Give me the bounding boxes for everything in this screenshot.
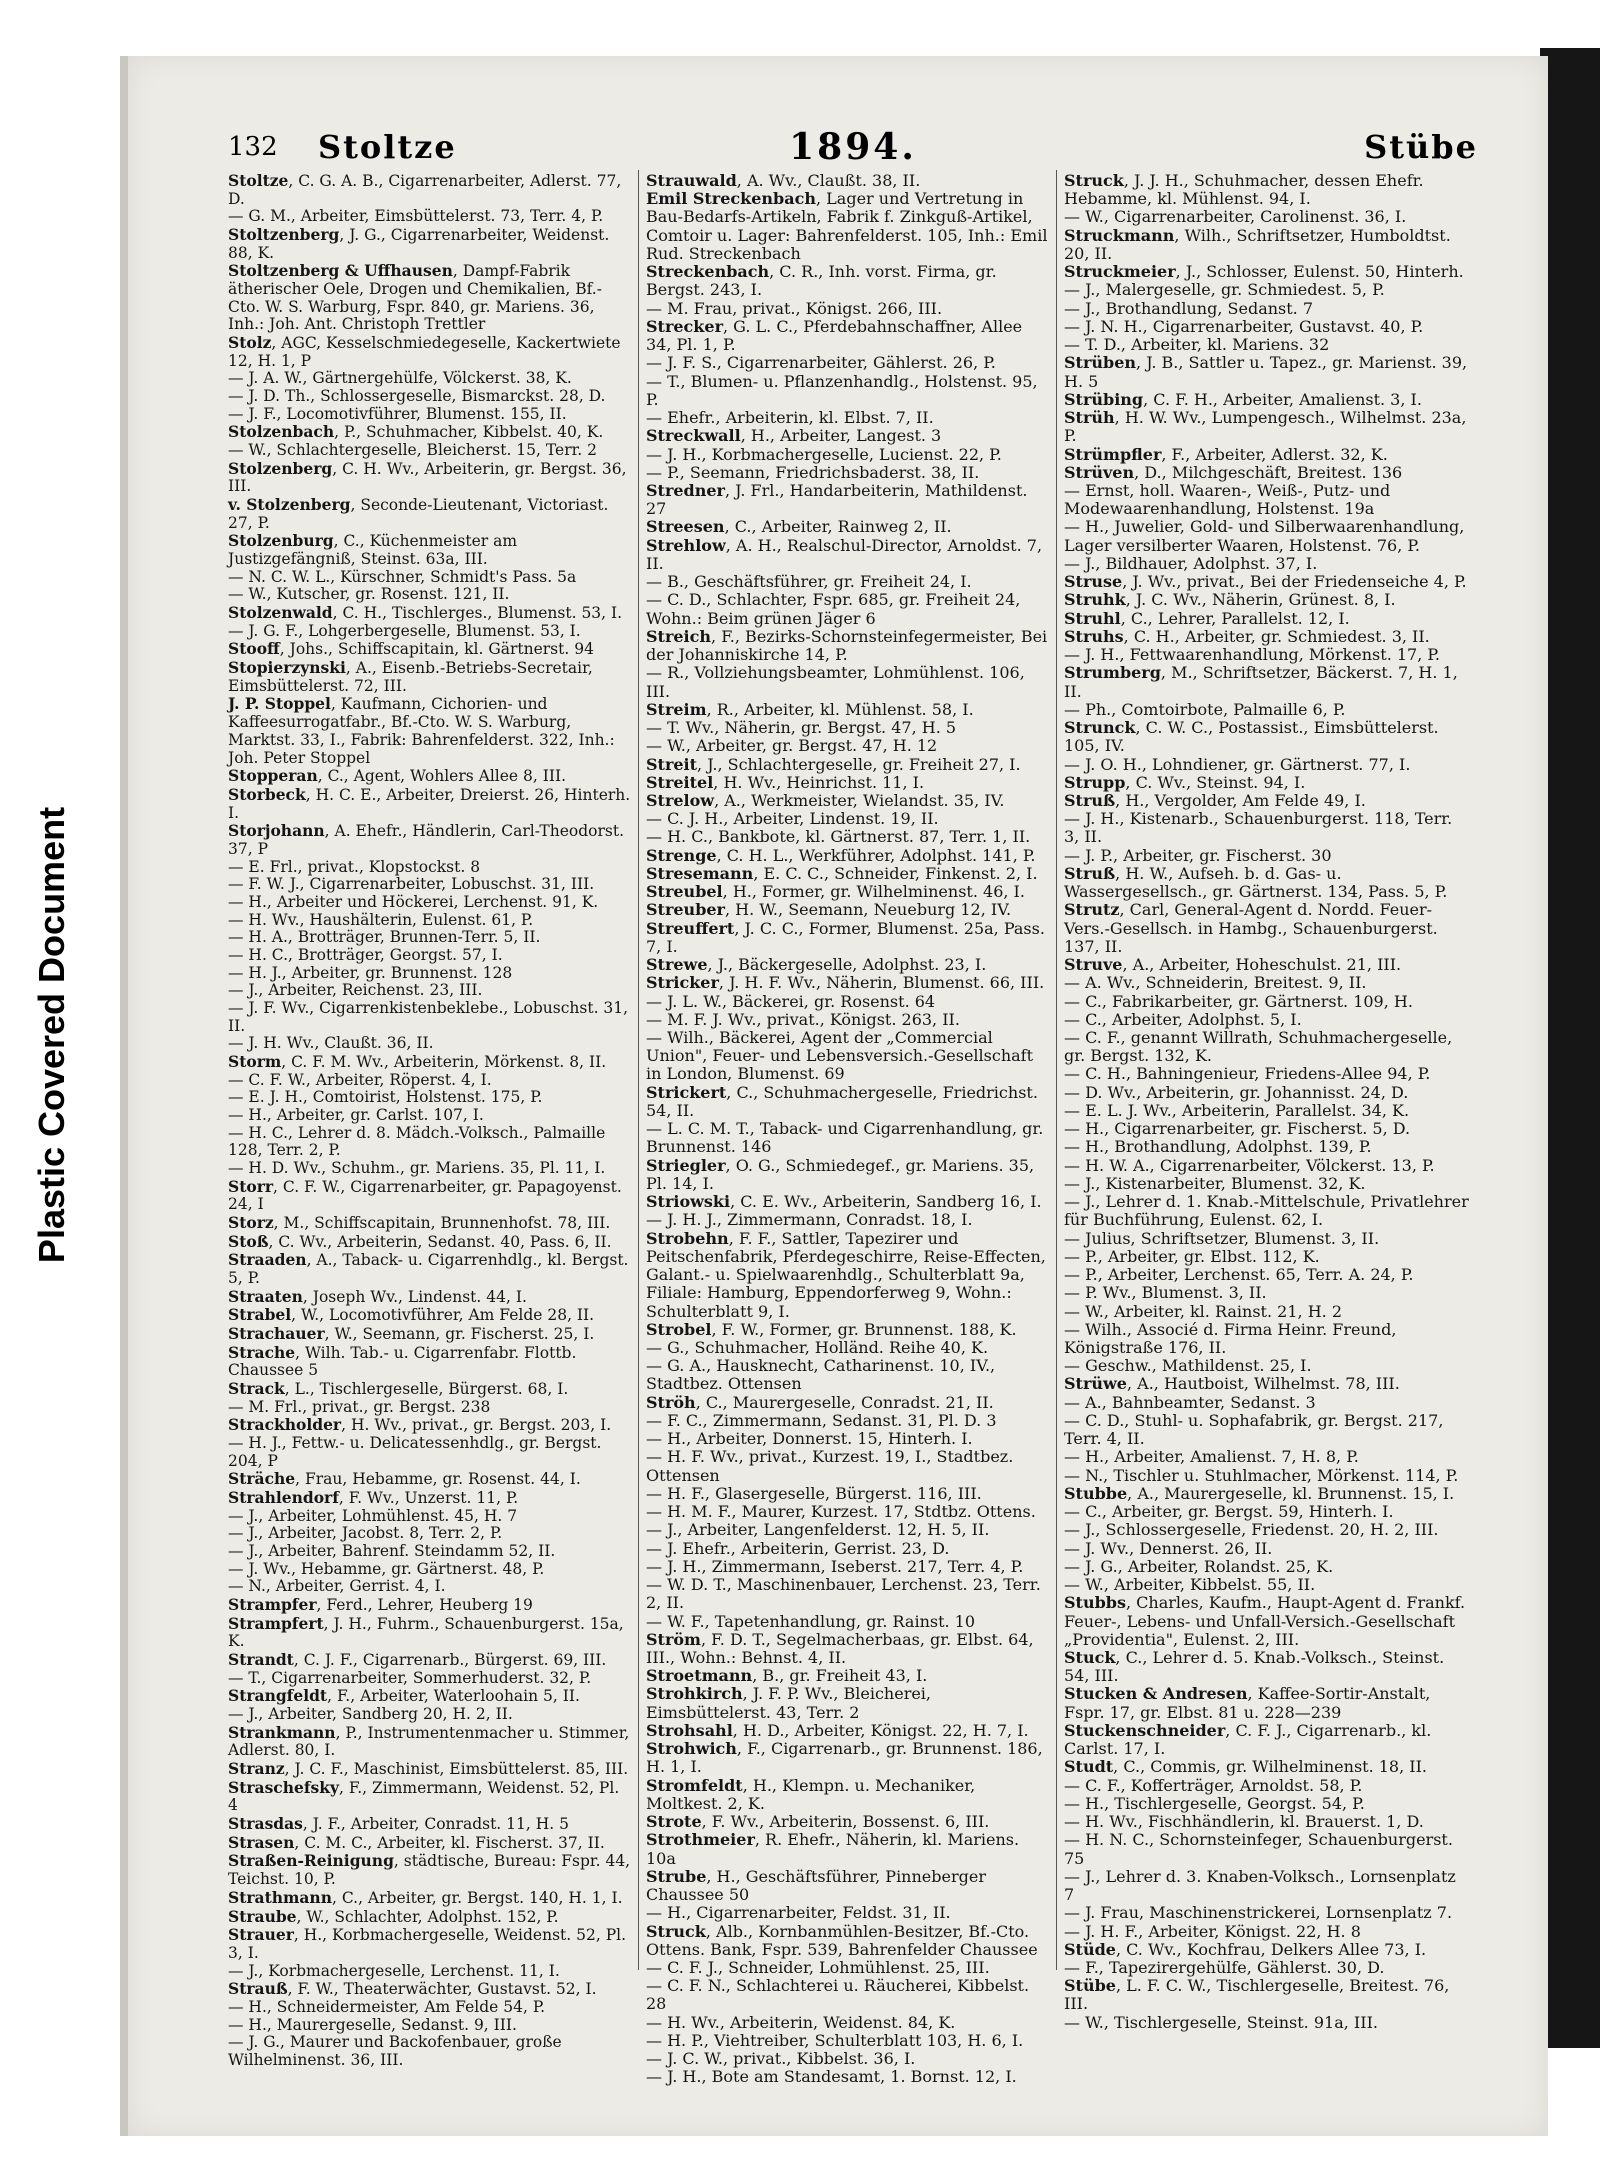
directory-entry: — J. O. H., Lohndiener, gr. Gärtnerst. 77, I. [1064,754,1411,774]
directory-entry: Streckenbach, C. R., Inh. vorst. Firma, gr. Bergst. 243, I. [646,262,997,300]
header-year: 1894. [789,126,917,168]
directory-entry: — Ph., Comtoirbote, Palmaille 6, P. [1064,699,1346,719]
directory-entry: — H. J., Fettw.- u. Delicatessenhdlg., gr. Bergst. 204, P [228,1434,602,1470]
directory-entry: Straschefsky, F., Zimmermann, Weidenst. 52, Pl. 4 [228,1777,620,1815]
directory-entry: — H. D. Wv., Schuhm., gr. Mariens. 35, Pl. 11, I. [228,1158,606,1177]
directory-entry: Struckmann, Wilh., Schriftsetzer, Humboldtst. 20, II. [1064,225,1451,263]
directory-entry: Strabel, W., Locomotivführer, Am Felde 28, II. [228,1305,595,1325]
directory-entry: Struck, Alb., Kornbanmühlen-Besitzer, Bf.-Cto. Ottens. Bank, Fspr. 539, Bahrenfelder Chaussee [646,1921,1038,1959]
directory-entry: Stuck, C., Lehrer d. 5. Knab.-Volksch., Steinst. 54, III. [1064,1647,1445,1686]
directory-entry: — W., Arbeiter, Kibbelst. 55, II. [1064,1575,1316,1595]
directory-entry: Struhk, J. C. Wv., Näherin, Grünest. 8, I. [1064,590,1396,610]
directory-entry: — E. J. H., Comtoirist, Holstenst. 175, P. [228,1088,543,1107]
directory-entry: — C. J. H., Arbeiter, Lindenst. 19, II. [646,809,939,829]
directory-entry: — H. F., Glasergeselle, Bürgerst. 116, III. [646,1483,982,1503]
entries-column-3 [1064,172,1469,2032]
directory-entry: — P. Wv., Blumenst. 3, II. [1064,1283,1267,1303]
directory-entry: — N. C. W. L., Kürschner, Schmidt's Pass. 5a [228,567,577,586]
directory-entry: — J. H. F., Arbeiter, Königst. 22, H. 8 [1064,1921,1361,1941]
directory-entry: — J., Bildhauer, Adolphst. 37, I. [1064,553,1318,573]
directory-entry: — J. P., Arbeiter, gr. Fischerst. 30 [1064,845,1332,865]
plastic-covered-label: Plastic Covered Document [31,806,72,1264]
directory-entry: — W., Arbeiter, kl. Rainst. 21, H. 2 [1064,1301,1342,1321]
directory-entry: Stolzenberg, C. H. Wv., Arbeiterin, gr. Bergst. 36, III. [228,458,627,496]
directory-entry: — H. A., Brotträger, Brunnen-Terr. 5, II. [228,928,541,947]
directory-entry: — P., Arbeiter, Lerchenst. 65, Terr. A. 24, P. [1064,1265,1414,1285]
directory-entry: — A., Bahnbeamter, Sedanst. 3 [1064,1392,1316,1412]
directory-entry: — Julius, Schriftsetzer, Blumenst. 3, II. [1064,1228,1380,1248]
directory-entry: Strathmann, C., Arbeiter, gr. Bergst. 140, H. 1, I. [228,1887,623,1907]
directory-entry: — M. Frl., privat., gr. Bergst. 238 [228,1397,491,1416]
directory-entry: Strandt, C. J. F., Cigarrenarb., Bürgerst. 69, III. [228,1650,607,1670]
directory-entry: Stromfeldt, H., Klempn. u. Mechaniker, Moltkest. 2, K. [646,1775,976,1813]
directory-entry: Struckmeier, J., Schlosser, Eulenst. 50, Hinterh. [1064,262,1464,282]
directory-entry: Strauwald, A. Wv., Claußt. 38, II. [646,171,921,190]
entries-column-1 [228,172,633,2070]
directory-entry: Struck, J. J. H., Schuhmacher, dessen Ehefr. Hebamme, kl. Mühlenst. 94, I. [1064,171,1424,209]
directory-entry: Storr, C. F. W., Cigarrenarbeiter, gr. Papagoyenst. 24, I [228,1176,622,1214]
directory-entry: — H. C., Bankbote, kl. Gärtnerst. 87, Terr. 1, II. [646,827,1031,847]
directory-entry: Striowski, C. E. Wv., Arbeiterin, Sandberg 16, I. [646,1192,1042,1212]
directory-entry: — J. C. W., privat., Kibbelst. 36, I. [646,2049,916,2069]
directory-entry: Straßen-Reinigung, städtische, Bureau: Fspr. 44, Teichst. 10, P. [228,1851,631,1889]
directory-entry: — C. F. J., Schneider, Lohmühlenst. 25, III. [646,1957,990,1977]
directory-entry: Strampfert, J. H., Fuhrm., Schauenburgerst. 15a, K. [228,1613,624,1651]
directory-entry: — J., Arbeiter, Langenfelderst. 12, H. 5, II. [646,1520,990,1540]
directory-entry: Struse, J. Wv., privat., Bei der Friedenseiche 4, P. [1064,572,1467,592]
directory-entry: — J. F., Locomotivführer, Blumenst. 155, II. [228,404,567,423]
directory-entry: — C. F. N., Schlachterei u. Räucherei, Kibbelst. 28 [646,1976,1030,2014]
directory-entry: — H., Maurergeselle, Sedanst. 9, III. [228,2015,517,2034]
page-header [228,128,1478,172]
directory-entry: — T. Wv., Näherin, gr. Bergst. 47, H. 5 [646,718,957,738]
directory-entry: Stoltzenberg & Uffhausen, Dampf-Fabrik ätherischer Oele, Drogen und Chemikalien, Bf.-Cto. W. S. Warburg, Fspr. 840, gr. Mariens. 36, Inh.: Joh. Ant. Christoph Trettler [228,261,602,334]
page-number: 132 [228,132,278,162]
directory-entry: Strewe, J., Bäckergeselle, Adolphst. 23, I. [646,955,987,975]
directory-entry: — J. F. Wv., Cigarrenkistenbeklebe., Lobuschst. 31, II. [228,998,629,1035]
directory-entry: Strobel, F. W., Former, gr. Brunnenst. 188, K. [646,1319,1017,1339]
directory-entry: — J. G. F., Lohgerbergeselle, Blumenst. 53, I. [228,621,581,640]
directory-entry: — J., Schlossergeselle, Friedenst. 20, H. 2, III. [1064,1520,1439,1540]
directory-entry: — W., Kutscher, gr. Rosenst. 121, II. [228,585,510,604]
directory-entry: Stresemann, E. C. C., Schneider, Finkenst. 2, I. [646,863,1038,883]
directory-entry: — C. F., Kofferträger, Arnoldst. 58, P. [1064,1775,1363,1795]
directory-entry: Stucken & Andresen, Kaffee-Sortir-Anstalt, Fspr. 17, gr. Elbst. 81 u. 228—239 [1064,1684,1431,1722]
directory-entry: — J. G., Arbeiter, Rolandst. 25, K. [1064,1556,1334,1576]
directory-entry: Strümpfler, F., Arbeiter, Adlerst. 32, K. [1064,444,1388,464]
directory-entry: Stolzenburg, C., Küchenmeister am Justizgefängniß, Steinst. 63a, III. [228,531,518,569]
directory-entry: — C. F., genannt Willrath, Schuhmachergeselle, gr. Bergst. 132, K. [1064,1028,1453,1066]
directory-entry: — J., Lehrer d. 1. Knab.-Mittelschule, Privatlehrer für Buchführung, Eulenst. 62, I. [1064,1192,1469,1230]
directory-entry: Strübing, C. F. H., Arbeiter, Amalienst. 3, I. [1064,389,1422,409]
directory-entry: — H., Arbeiter, Donnerst. 15, Hinterh. I. [646,1429,973,1449]
directory-entry: — C. D., Stuhl- u. Sophafabrik, gr. Bergst. 217, Terr. 4, II. [1064,1410,1444,1449]
directory-entry: — J. N. H., Cigarrenarbeiter, Gustavst. 40, P. [1064,316,1424,336]
directory-entry: — H., Brothandlung, Adolphst. 139, P. [1064,1137,1372,1157]
directory-entry: — H., Arbeiter, gr. Carlst. 107, I. [228,1105,484,1124]
directory-entry: — J. H., Fettwaarenhandlung, Mörkenst. 17, P. [1064,645,1441,665]
directory-entry: — H., Tischlergeselle, Georgst. 54, P. [1064,1793,1365,1813]
directory-entry: — W. D. T., Maschinenbauer, Lerchenst. 23, Terr. 2, II. [646,1575,1041,1613]
directory-entry: — M. F. J. Wv., privat., Königst. 263, II. [646,1009,960,1029]
directory-entry: Striegler, O. G., Schmiedegef., gr. Mariens. 35, Pl. 14, I. [646,1155,1035,1193]
directory-entry: — Wilh., Bäckerei, Agent der „Commercial Union", Feuer- und Lebensversich.-Gesellschaft in London, Blumenst. 69 [646,1028,1034,1084]
directory-entry: — H. N. C., Schornsteinfeger, Schauenburgerst. 75 [1064,1830,1453,1868]
directory-entry: Emil Streckenbach, Lager und Vertretung in Bau-Bedarfs-Artikeln, Fabrik f. Zinkguß-Artikel, Comtoir u. Lager: Bahrenfelderst. 105, Inh.: Emil Rud. Streckenbach [646,189,1048,263]
directory-entry: — L. C. M. T., Taback- und Cigarrenhandlung, gr. Brunnenst. 146 [646,1119,1044,1157]
directory-entry: Strunck, C. W. C., Postassist., Eimsbüttelerst. 105, IV. [1064,718,1439,756]
directory-entry: Struhs, C. H., Arbeiter, gr. Schmiedest. 3, II. [1064,626,1430,646]
directory-entry: Streich, F., Bezirks-Schornsteinfegermeister, Bei der Johanniskirche 14, P. [646,626,1048,665]
directory-entry: Strobehn, F. F., Sattler, Tapezirer und Peitschenfabrik, Pferdegeschirre, Reise-Effecten, Galant.- u. Spielwaarenhdlg., Schulterblatt 9a, Filiale: Hamburg, Eppendorferweg 9, Wohn.: Schulterblatt 9, I. [646,1228,1046,1321]
directory-entry: v. Stolzenberg, Seconde-Lieutenant, Victoriast. 27, P. [228,495,609,532]
directory-entry: — F. W. J., Cigarrenarbeiter, Lobuschst. 31, III. [228,875,595,894]
directory-entry: — T., Blumen- u. Pflanzenhandlg., Holstenst. 95, P. [646,371,1038,409]
directory-entry: Stolz, AGC, Kesselschmiedegeselle, Kackertwiete 12, H. 1, P [228,333,621,370]
directory-entry: Stoltzenberg, J. G., Cigarrenarbeiter, Weidenst. 88, K. [228,225,610,262]
directory-entry: J. P. Stoppel, Kaufmann, Cichorien- und Kaffeesurrogatfabr., Bf.-Cto. W. S. Warburg, Marktst. 33, I., Fabrik: Bahrenfelderst. 322, Inh.: Joh. Peter Stoppel [228,694,615,767]
directory-entry: Strickert, C., Schuhmachergeselle, Friedrichst. 54, II. [646,1082,1038,1120]
directory-entry: — F., Tapezirergehülfe, Gählerst. 30, D. [1064,1957,1385,1977]
directory-entry: — J., Arbeiter, Bahrenf. Steindamm 52, II. [228,1542,556,1561]
directory-entry: — E. Frl., privat., Klopstockst. 8 [228,857,481,876]
directory-entry: Storbeck, H. C. E., Arbeiter, Dreierst. 26, Hinterh. I. [228,784,631,822]
directory-entry: Storz, M., Schiffscapitain, Brunnenhofst. 78, III. [228,1212,611,1232]
directory-entry: — C., Fabrikarbeiter, gr. Gärtnerst. 109, H. [1064,991,1413,1011]
directory-entry: — H. W. A., Cigarrenarbeiter, Völckerst. 13, P. [1064,1155,1435,1175]
directory-entry: Strupp, C. Wv., Steinst. 94, I. [1064,772,1306,792]
directory-entry: — Ernst, holl. Waaren-, Weiß-, Putz- und Modewaarenhandlung, Holstenst. 19a [1064,480,1391,519]
directory-entry: — D. Wv., Arbeiterin, gr. Johannisst. 24, D. [1064,1082,1409,1102]
directory-entry: — J., Kistenarbeiter, Blumenst. 32, K. [1064,1173,1366,1193]
directory-entry: Stoltze, C. G. A. B., Cigarrenarbeiter, Adlerst. 77, D. [228,171,622,208]
directory-entry: — J. H. Wv., Claußt. 36, II. [228,1034,434,1053]
directory-entry: — Ehefr., Arbeiterin, kl. Elbst. 7, II. [646,408,934,428]
directory-entry: Streckwall, H., Arbeiter, Langest. 3 [646,426,942,446]
directory-entry: Storjohann, A. Ehefr., Händlerin, Carl-Theodorst. 37, P [228,821,624,858]
directory-entry: — J. G., Maurer und Backofenbauer, große Wilhelminenst. 36, III. [228,2033,562,2069]
directory-entry: Strachauer, W., Seemann, gr. Fischerst. 25, I. [228,1324,595,1343]
directory-entry: Stubbs, Charles, Kaufm., Haupt-Agent d. Frankf. Feuer-, Lebens- und Unfall-Versich.-Gesellschaft „Providentia", Eulenst. 2, III. [1064,1593,1466,1649]
directory-entry: — J. Frau, Maschinenstrickerei, Lornsenplatz 7. [1064,1903,1453,1923]
directory-entry: — G., Schuhmacher, Holländ. Reihe 40, K. [646,1338,989,1357]
directory-entry: — H., Juwelier, Gold- und Silberwaarenhandlung, Lager versilberter Waaren, Holstenst. 76, P. [1064,517,1465,555]
directory-entry: Strackholder, H. Wv., privat., gr. Bergst. 203, I. [228,1415,612,1435]
directory-entry: Strüben, J. B., Sattler u. Tapez., gr. Marienst. 39, H. 5 [1064,353,1468,391]
directory-entry: — J., Korbmachergeselle, Lerchenst. 11, I. [228,1961,560,1980]
directory-entry: — J., Arbeiter, Reichenst. 23, III. [228,981,483,1000]
directory-entry: Studt, C., Commis, gr. Wilhelminenst. 18, II. [1064,1757,1428,1777]
directory-entry: — J. L. W., Bäckerei, gr. Rosenst. 64 [646,991,936,1011]
directory-entry: Strankmann, P., Instrumentenmacher u. Stimmer, Adlerst. 80, I. [228,1722,630,1760]
column-divider [638,170,639,1970]
directory-entry: Strote, F. Wv., Arbeiterin, Bossenst. 6, III. [646,1812,990,1832]
directory-entry: Stoß, C. Wv., Arbeiterin, Sedanst. 40, Pass. 6, II. [228,1231,612,1251]
directory-entry: — J. A. W., Gärtnergehülfe, Völckerst. 38, K. [228,369,572,388]
directory-entry: — F. C., Zimmermann, Sedanst. 31, Pl. D. 3 [646,1410,997,1430]
directory-entry: Stolzenwald, C. H., Tischlerges., Blumenst. 53, I. [228,603,623,623]
directory-entry: Ström, F. D. T., Segelmacherbaas, gr. Elbst. 64, III., Wohn.: Behnst. 4, II. [646,1629,1034,1667]
directory-entry: Strehlow, A. H., Realschul-Director, Arnoldst. 7, II. [646,535,1043,573]
directory-entry: Strube, H., Geschäftsführer, Pinneberger Chaussee 50 [646,1866,986,1905]
directory-entry: Streuffert, J. C. C., Former, Blumenst. 25a, Pass. 7, I. [646,918,1045,956]
directory-entry: — J. F. S., Cigarrenarbeiter, Gählerst. 26, P. [646,353,996,373]
directory-entry: Struhl, C., Lehrer, Parallelst. 12, I. [1064,608,1350,628]
directory-entry: Streit, J., Schlachtergeselle, gr. Freiheit 27, I. [646,754,1021,774]
directory-entry: Strack, L., Tischlergeselle, Bürgerst. 68, I. [228,1379,569,1399]
directory-entry: — N., Tischler u. Stuhlmacher, Mörkenst. 114, P. [1064,1465,1459,1485]
directory-entry: — J., Arbeiter, Sandberg 20, H. 2, II. [228,1705,513,1724]
directory-entry: — H. Wv., Haushälterin, Eulenst. 61, P. [228,910,534,929]
directory-entry: — J., Brothandlung, Sedanst. 7 [1064,298,1314,318]
directory-entry: — Geschw., Mathildenst. 25, I. [1064,1356,1312,1376]
directory-entry: — H., Cigarrenarbeiter, gr. Fischerst. 5, D. [1064,1119,1411,1139]
directory-entry: — H. J., Arbeiter, gr. Brunnenst. 128 [228,963,513,982]
directory-entry: Strothmeier, R. Ehefr., Näherin, kl. Mariens. 10a [646,1830,1020,1868]
directory-entry: — H. M. F., Maurer, Kurzest. 17, Stdtbz. Ottens. [646,1502,1036,1522]
directory-entry: — G. A., Hausknecht, Catharinenst. 10, IV., Stadtbez. Ottensen [646,1356,996,1394]
directory-entry: — W., Cigarrenarbeiter, Carolinenst. 36, I. [1064,207,1407,227]
directory-entry: — J. H., Korbmachergeselle, Lucienst. 22, P. [646,444,1002,464]
directory-entry: Streitel, H. Wv., Heinrichst. 11, I. [646,772,925,792]
directory-entry: — W., Schlachtergeselle, Bleicherst. 15, Terr. 2 [228,441,598,460]
directory-entry: Strangfeldt, F., Arbeiter, Waterloohain 5, II. [228,1686,580,1706]
directory-entry: Strasen, C. M. C., Arbeiter, kl. Fischerst. 37, II. [228,1832,605,1852]
directory-entry: — J., Malergeselle, gr. Schmiedest. 5, P. [1064,280,1385,300]
directory-entry: — W. F., Tapetenhandlung, gr. Rainst. 10 [646,1611,976,1631]
directory-entry: — B., Geschäftsführer, gr. Freiheit 24, I. [646,572,972,592]
directory-entry: Stroetmann, B., gr. Freiheit 43, I. [646,1666,928,1686]
directory-entry: Streesen, C., Arbeiter, Rainweg 2, II. [646,517,952,537]
directory-entry: Stübe, L. F. C. W., Tischlergeselle, Breitest. 76, III. [1064,1976,1450,2014]
directory-entry: Stopierzynski, A., Eisenb.-Betriebs-Secretair, Eimsbüttelerst. 72, III. [228,658,593,695]
directory-entry: Strelow, A., Werkmeister, Wielandst. 35, IV. [646,790,1005,810]
directory-entry: — H. Wv., Fischhändlerin, kl. Brauerst. 1, D. [1064,1812,1424,1832]
directory-entry: — C., Arbeiter, Adolphst. 5, I. [1064,1009,1302,1029]
directory-entry: — C. D., Schlachter, Fspr. 685, gr. Freiheit 24, Wohn.: Beim grünen Jäger 6 [646,590,1021,628]
directory-entry: — N., Arbeiter, Gerrist. 4, I. [228,1577,446,1596]
directory-entry: Strecker, G. L. C., Pferdebahnschaffner, Allee 34, Pl. 1, P. [646,316,1023,355]
directory-entry: Stranz, J. C. F., Maschinist, Eimsbüttelerst. 85, III. [228,1759,629,1779]
directory-entry: Straaden, A., Taback- u. Cigarrenhdlg., kl. Bergst. 5, P. [228,1250,629,1287]
header-right-word: Stübe [1364,128,1478,166]
directory-entry: Struß, H. W., Aufseh. b. d. Gas- u. Wassergesellsch., gr. Gärtnerst. 134, Pass. 5, P. [1064,863,1448,902]
directory-entry: Strohsahl, H. D., Arbeiter, Königst. 22, H. 7, I. [646,1720,1029,1740]
directory-entry: Straube, W., Schlachter, Adolphst. 152, P. [228,1906,559,1926]
directory-entry: — J. H., Zimmermann, Iseberst. 217, Terr. 4, P. [646,1556,1024,1576]
directory-entry: — J. D. Th., Schlossergeselle, Bismarckst. 28, D. [228,387,606,406]
column-divider [1056,170,1057,1970]
directory-entry: — C. F. W., Arbeiter, Röperst. 4, I. [228,1070,492,1089]
directory-entry: Strohkirch, J. F. P. Wv., Bleicherei, Eimsbüttelerst. 43, Terr. 2 [646,1684,932,1722]
directory-entry: Strüven, D., Milchgeschäft, Breitest. 136 [1064,462,1403,482]
directory-entry: — P., Arbeiter, gr. Elbst. 112, K. [1064,1246,1320,1266]
directory-entry: Strache, Wilh. Tab.- u. Cigarrenfabr. Flottb. Chaussee 5 [228,1342,577,1380]
directory-entry: — W., Tischlergeselle, Steinst. 91a, III. [1064,2012,1378,2032]
directory-entry: — A. Wv., Schneiderin, Breitest. 9, II. [1064,973,1367,993]
directory-entry: — J. H., Kistenarb., Schauenburgerst. 118, Terr. 3, II. [1064,809,1453,847]
directory-entry: Stuckenschneider, C. F. J., Cigarrenarb., kl. Carlst. 17, I. [1064,1720,1432,1759]
side-label-area [0,0,110,2177]
directory-entry: Stüde, C. Wv., Kochfrau, Delkers Allee 73, I. [1064,1939,1427,1959]
directory-entry: — J. Wv., Hebamme, gr. Gärtnerst. 48, P. [228,1559,545,1578]
directory-entry: Struß, H., Vergolder, Am Felde 49, I. [1064,790,1366,810]
directory-entry: — J. H., Bote am Standesamt, 1. Bornst. 12, I. [646,2067,1017,2087]
scan-edge-dark [1540,48,1600,2048]
directory-entry: Streuber, H. W., Seemann, Neueburg 12, IV. [646,900,1012,920]
directory-entry: — H. C., Brotträger, Georgst. 57, I. [228,945,503,964]
directory-entry: Stolzenbach, P., Schuhmacher, Kibbelst. 40, K. [228,422,604,442]
directory-entry: — C. H., Bahningenieur, Friedens-Allee 94, P. [1064,1064,1431,1084]
directory-entry: Strasdas, J. F., Arbeiter, Conradst. 11, H. 5 [228,1814,569,1834]
directory-entry: — H., Schneidermeister, Am Felde 54, P. [228,1997,546,2016]
directory-entry: — J. Wv., Dennerst. 26, II. [1064,1538,1273,1558]
directory-entry: — J. Ehefr., Arbeiterin, Gerrist. 23, D. [646,1538,950,1558]
directory-entry: Sträche, Frau, Hebamme, gr. Rosenst. 44, I. [228,1469,581,1489]
directory-entry: — M. Frau, privat., Königst. 266, III. [646,298,943,318]
directory-entry: — Wilh., Associé d. Firma Heinr. Freund, Königstraße 176, II. [1064,1319,1397,1357]
directory-entry: Strüwe, A., Hautboist, Wilhelmst. 78, III. [1064,1374,1400,1394]
directory-entry: Strauß, F. W., Theaterwächter, Gustavst. 52, I. [228,1979,597,1999]
directory-entry: — H. Wv., Arbeiterin, Weidenst. 84, K. [646,2012,956,2032]
directory-entry: Strampfer, Ferd., Lehrer, Heuberg 19 [228,1595,533,1615]
directory-entry: — T., Cigarrenarbeiter, Sommerhuderst. 32, P. [228,1668,592,1687]
directory-entry: Streim, R., Arbeiter, kl. Mühlenst. 58, I. [646,699,974,719]
directory-entry: — J., Lehrer d. 3. Knaben-Volksch., Lornsenplatz 7 [1064,1866,1456,1905]
entries-column-2 [646,172,1051,2087]
directory-entry: — T. D., Arbeiter, kl. Mariens. 32 [1064,335,1330,355]
directory-entry: — P., Seemann, Friedrichsbaderst. 38, II. [646,462,980,482]
header-left-word: Stoltze [318,128,457,166]
directory-entry: Streubel, H., Former, gr. Wilhelminenst. 46, I. [646,882,1025,902]
directory-entry: Strenge, C. H. L., Werkführer, Adolphst. 141, P. [646,845,1036,865]
directory-entry: — E. L. J. Wv., Arbeiterin, Parallelst. 34, K. [1064,1100,1410,1120]
directory-entry: Strumberg, M., Schriftsetzer, Bäckerst. 7, H. 1, II. [1064,663,1458,701]
directory-entry: Strahlendorf, F. Wv., Unzerst. 11, P. [228,1488,519,1508]
directory-entry: — J., Arbeiter, Jacobst. 8, Terr. 2, P. [228,1524,503,1543]
directory-entry: Stubbe, A., Maurergeselle, kl. Brunnenst. 15, I. [1064,1483,1455,1503]
directory-entry: — H. F. Wv., privat., Kurzest. 19, I., Stadtbez. Ottensen [646,1447,1014,1485]
directory-entry: Strohwich, F., Cigarrenarb., gr. Brunnenst. 186, H. 1, I. [646,1739,1043,1777]
directory-entry: Storm, C. F. M. Wv., Arbeiterin, Mörkenst. 8, II. [228,1051,607,1071]
directory-entry: Straaten, Joseph Wv., Lindenst. 44, I. [228,1286,527,1306]
directory-entry: Stricker, J. H. F. Wv., Näherin, Blumenst. 66, III. [646,973,1045,993]
directory-entry: Strutz, Carl, General-Agent d. Nordd. Feuer-Vers.-Gesellsch. in Hambg., Schauenburgerst. 137, II. [1064,900,1438,956]
directory-entry: — J. H. J., Zimmermann, Conradst. 18, I. [646,1210,973,1230]
directory-entry: Ströh, C., Maurergeselle, Conradst. 21, II. [646,1392,994,1412]
directory-entry: — R., Vollziehungsbeamter, Lohmühlenst. 106, III. [646,663,1025,701]
directory-entry: — G. M., Arbeiter, Eimsbüttelerst. 73, Terr. 4, P. [228,207,604,226]
directory-entry: — J., Arbeiter, Lohmühlenst. 45, H. 7 [228,1506,518,1525]
directory-entry: Stopperan, C., Agent, Wohlers Allee 8, III. [228,766,567,786]
directory-entry: — H. P., Viehtreiber, Schulterblatt 103, H. 6, I. [646,2030,1024,2050]
directory-entry: — H., Arbeiter und Höckerei, Lerchenst. 91, K. [228,892,599,911]
directory-entry: — H. C., Lehrer d. 8. Mädch.-Volksch., Palmaille 128, Terr. 2, P. [228,1123,606,1160]
directory-entry: — W., Arbeiter, gr. Bergst. 47, H. 12 [646,736,938,756]
directory-entry: Struve, A., Arbeiter, Hoheschulst. 21, III. [1064,955,1402,975]
directory-entry: Stooff, Johs., Schiffscapitain, kl. Gärtnerst. 94 [228,639,594,659]
directory-entry: Stredner, J. Frl., Handarbeiterin, Mathildenst. 27 [646,480,1028,519]
directory-entry: — H., Arbeiter, Amalienst. 7, H. 8, P. [1064,1447,1359,1467]
directory-entry: — C., Arbeiter, gr. Bergst. 59, Hinterh. I. [1064,1502,1394,1522]
directory-entry: Strüh, H. W. Wv., Lumpengesch., Wilhelmst. 23a, P. [1064,408,1467,446]
directory-entry: Strauer, H., Korbmachergeselle, Weidenst. 52, Pl. 3, I. [228,1925,627,1962]
directory-entry: — H., Cigarrenarbeiter, Feldst. 31, II. [646,1903,951,1923]
